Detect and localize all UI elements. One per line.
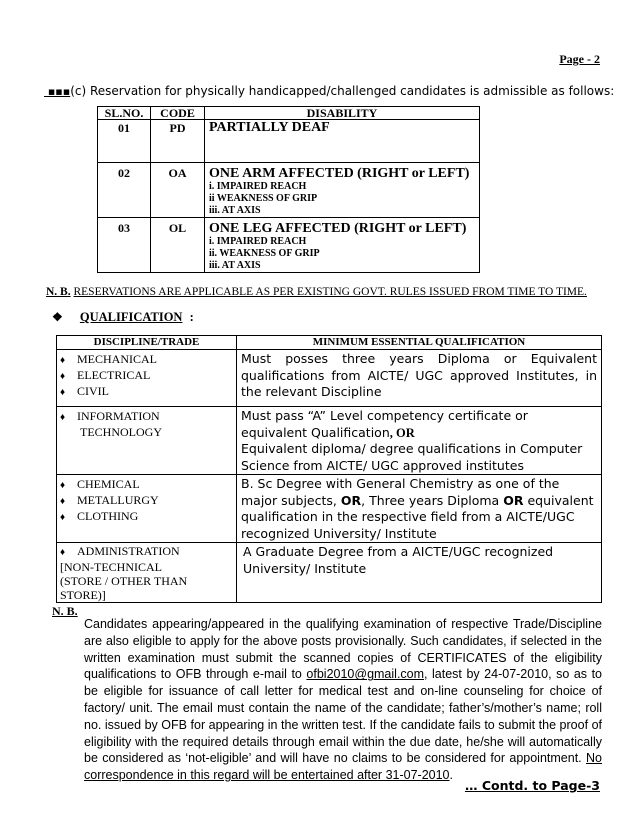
disability-sub: i. IMPAIRED REACH (209, 181, 307, 192)
qual-text: B. Sc Degree with General Chemistry as one of the major subjects, (241, 476, 560, 508)
or-keyword: , OR (389, 425, 415, 440)
qualification-heading-colon: : (189, 310, 194, 324)
email-link[interactable]: ofbi2010@gmail.com (306, 667, 425, 682)
qualification-heading-text: QUALIFICATION (79, 310, 183, 324)
sl-no: 01 (98, 120, 151, 163)
disability-cell (205, 163, 480, 218)
disability-sub: iii. AT AXIS (209, 205, 261, 216)
ellipsis-marker: ▪▪▪ (44, 85, 71, 98)
discipline-item: ADMINISTRATION (77, 544, 180, 558)
qual-text: equivalent qualification in the respective field from a AICTE/UGC recognized University/ Institute (241, 492, 594, 541)
diamond-icon: ♦ (60, 512, 66, 523)
discipline-item: MECHANICAL (77, 352, 157, 366)
qualification-cell (237, 475, 602, 543)
nb-text: , latest by 24-07-2010, so as to be eligible for issuance of call letter for medical test and on-line counseling for choice of factory/ unit. The email must contain the name of the candidate; father’s/mother’s name; roll no. issued by OFB for appearing in the written test. If the candidate fails to submit the proof of eligibility with the required details through email within the due date, he/she will automatically be considered as ‘not-eligible’ and will have no claims to be considered for appointment. (84, 667, 602, 766)
code: OL (151, 218, 205, 273)
or-keyword: OR (340, 492, 362, 508)
disability-title: ONE ARM AFFECTED (RIGHT or LEFT) (209, 166, 470, 181)
disability-title: ONE LEG AFFECTED (RIGHT or LEFT) (209, 221, 467, 236)
disability-cell (205, 218, 480, 273)
diamond-icon: ♦ (60, 371, 66, 382)
discipline-item: TECHNOLOGY (80, 425, 162, 439)
discipline-cell (57, 350, 237, 407)
table-row (98, 120, 480, 163)
disability-col-disability: DISABILITY (205, 107, 480, 120)
nb-label: N. B. (46, 286, 71, 298)
discipline-cell (57, 543, 237, 603)
qual-col-qualification: MINIMUM ESSENTIAL QUALIFICATION (237, 336, 602, 350)
disability-col-slno: SL.NO. (98, 107, 151, 120)
diamond-bullet-icon: ❖ (52, 310, 63, 324)
disability-title: PARTIALLY DEAF (209, 120, 330, 135)
qualification-heading (52, 310, 194, 325)
nb-text: . (449, 768, 453, 783)
discipline-item: METALLURGY (77, 493, 159, 507)
qual-line: Must pass “A” Level competency certificate or (241, 408, 528, 423)
table-row (98, 163, 480, 218)
qualification-cell: A Graduate Degree from a AICTE/UGC recognized University/ Institute (237, 543, 602, 603)
sl-no: 02 (98, 163, 151, 218)
disability-sub: iii. AT AXIS (209, 260, 261, 271)
nb-paragraph (84, 616, 602, 784)
table-row (57, 350, 602, 407)
diamond-icon: ♦ (60, 355, 66, 366)
discipline-item: INFORMATION (77, 409, 160, 423)
code: PD (151, 120, 205, 163)
discipline-item: CIVIL (77, 384, 109, 398)
qual-text: equivalent Qualification (241, 424, 390, 440)
table-row (57, 475, 602, 543)
reservation-intro (44, 84, 614, 98)
diamond-icon: ♦ (60, 480, 66, 491)
continued-note: … Contd. to Page-3 (464, 778, 600, 793)
disability-sub: ii. WEAKNESS OF GRIP (209, 248, 320, 259)
table-row (98, 218, 480, 273)
diamond-icon: ♦ (60, 547, 66, 558)
disability-sub: ii WEAKNESS OF GRIP (209, 193, 318, 204)
nb-underlined-text: No correspondence in this regard will be entertained after 31-07-2010 (84, 751, 602, 783)
reservation-intro-text: (c) Reservation for physically handicapped/challenged candidates is admissible as follows: (70, 84, 615, 98)
page-number: Page - 2 (559, 52, 600, 66)
discipline-item: CHEMICAL (77, 477, 140, 491)
discipline-item: (STORE / OTHER THAN STORE)] (60, 574, 188, 602)
nb-text: Candidates appearing/appeared in the qualifying examination of respective Trade/Discipline are also eligible to apply for the above posts provisionally. Such candidates, if selected in the written examination must submit the scanned copies of CERTIFICATES of the eligibility qualifications to OFB through e-mail to (84, 617, 602, 682)
disability-cell (205, 120, 480, 163)
table-row (57, 543, 602, 603)
disability-table (97, 106, 480, 273)
discipline-item: CLOTHING (77, 509, 139, 523)
discipline-cell (57, 407, 237, 475)
qualification-cell (237, 407, 602, 475)
diamond-icon: ♦ (60, 387, 66, 398)
or-keyword: OR (503, 492, 524, 508)
nb-reservations-text: RESERVATIONS ARE APPLICABLE AS PER EXISTING GOVT. RULES ISSUED FROM TIME TO TIME. (73, 286, 587, 298)
qual-col-discipline: DISCIPLINE/TRADE (57, 336, 237, 350)
disability-sub: i. IMPAIRED REACH (209, 236, 307, 247)
qual-text: , Three years Diploma (361, 492, 500, 508)
qualification-table (56, 335, 602, 603)
nb-label: N. B. (52, 604, 78, 618)
qual-line (241, 425, 597, 442)
table-row (57, 407, 602, 475)
discipline-item: [NON-TECHNICAL (60, 560, 162, 574)
nb-reservations (46, 286, 587, 298)
qual-line: Equivalent diploma/ degree qualifications in Computer Science from AICTE/ UGC approved institutes (241, 441, 583, 473)
sl-no: 03 (98, 218, 151, 273)
diamond-icon: ♦ (60, 412, 66, 423)
discipline-cell (57, 475, 237, 543)
code: OA (151, 163, 205, 218)
qualification-cell: Must posses three years Diploma or Equivalent qualifications from AICTE/ UGC approved Institutes, in the relevant Discipline (237, 350, 602, 407)
disability-col-code: CODE (151, 107, 205, 120)
diamond-icon: ♦ (60, 496, 66, 507)
discipline-item: ELECTRICAL (77, 368, 151, 382)
